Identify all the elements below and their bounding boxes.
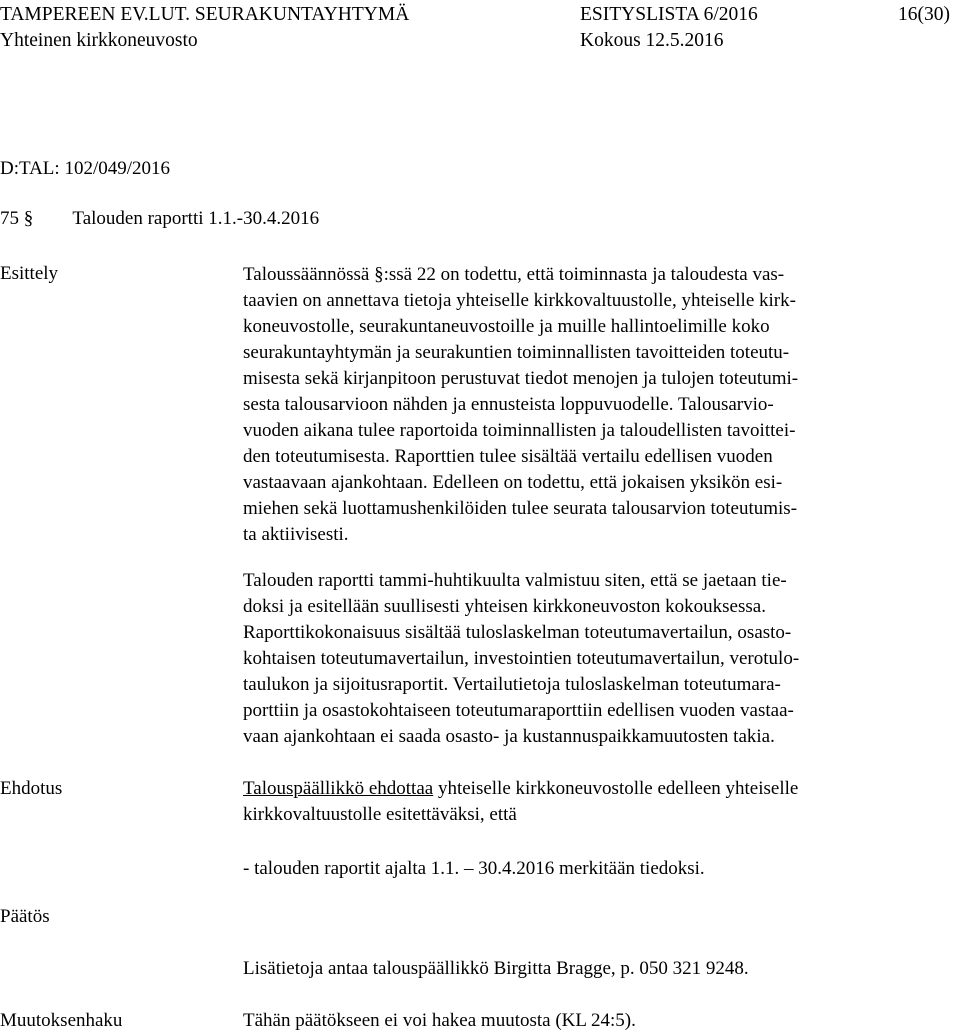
- proposer: Talouspäällikkö ehdottaa: [243, 778, 434, 799]
- esittely-p1-line: seurakuntayhtymän ja seurakuntien toiminnallisten tavoitteiden toteutu-: [243, 342, 790, 363]
- item-heading: [0, 208, 319, 230]
- muutoksenhaku-label: Muutoksenhaku: [0, 1010, 123, 1031]
- esittely-p2-line: vaan ajankohtaan ei saada osasto- ja kustannuspaikkamuutosten takia.: [243, 726, 775, 747]
- esittely-p1-line: Taloussäännössä §:ssä 22 on todettu, että toiminnasta ja taloudesta vas-: [243, 264, 785, 285]
- ehdotus-item: - talouden raportit ajalta 1.1. – 30.4.2016 merkitään tiedoksi.: [243, 858, 705, 879]
- item-number: 75: [0, 208, 19, 229]
- esittely-p1-line: taavien on annettava tietoja yhteiselle kirkkovaltuustolle, yhteiselle kirk-: [243, 290, 796, 311]
- paatos-label: Päätös: [0, 906, 50, 927]
- ehdotus-line-1: [243, 778, 798, 800]
- esittely-paragraph-1: [243, 262, 901, 548]
- esittely-p2-line: Talouden raportti tammi-huhtikuulta valmistuu siten, että se jaetaan tie-: [243, 570, 787, 591]
- contact-info: Lisätietoja antaa talouspäällikkö Birgitta Bragge, p. 050 321 9248.: [243, 958, 749, 979]
- esittely-p1-line: ta aktiivisesti.: [243, 524, 349, 545]
- esittely-p1-line: koneuvostolle, seurakuntaneuvostoille ja muille hallintoelimille koko: [243, 316, 770, 337]
- esittely-label: Esittely: [0, 263, 59, 284]
- page-number: 16(30): [898, 4, 950, 25]
- document-reference: D:TAL: 102/049/2016: [0, 158, 170, 179]
- item-title: Talouden raportti 1.1.-30.4.2016: [72, 208, 320, 229]
- esittely-p1-line: miehen sekä luottamushenkilöiden tulee seurata talousarvion toteutumis-: [243, 498, 798, 519]
- ehdotus-line-1-rest: yhteiselle kirkkoneuvostolle edelleen yhteiselle: [433, 778, 799, 799]
- ehdotus-label: Ehdotus: [0, 778, 63, 799]
- section-symbol: §: [23, 208, 34, 229]
- esittely-p2-line: doksi ja esitellään suullisesti yhteisen kirkkoneuvoston kokouksessa.: [243, 596, 766, 617]
- esittely-p2-line: Raporttikokonaisuus sisältää tuloslaskelman toteutumavertailun, osasto-: [243, 622, 792, 643]
- esittely-p1-line: vuoden aikana tulee raportoida toiminnallisten ja taloudellisten tavoittei-: [243, 420, 796, 441]
- esittely-p1-line: misesta sekä kirjanpitoon perustuvat tiedot menojen ja tulojen toteutumi-: [243, 368, 799, 389]
- agenda-number: ESITYSLISTA 6/2016: [580, 4, 758, 25]
- muutoksenhaku-text: Tähän päätökseen ei voi hakea muutosta (KL 24:5).: [243, 1010, 636, 1031]
- governing-body: Yhteinen kirkkoneuvosto: [0, 30, 198, 51]
- ehdotus-line-2: kirkkovaltuustolle esitettäväksi, että: [243, 804, 517, 825]
- esittely-p1-line: den toteutumisesta. Raporttien tulee sisältää vertailu edellisen vuoden: [243, 446, 773, 467]
- organization-name: TAMPEREEN EV.LUT. SEURAKUNTAYHTYMÄ: [0, 4, 410, 25]
- esittely-p2-line: kohtaisen toteutumavertailun, investointien toteutumavertailun, verotulo-: [243, 648, 800, 669]
- esittely-p2-line: taulukon ja sijoitusraportit. Vertailutietoja tuloslaskelman toteutumara-: [243, 674, 781, 695]
- esittely-paragraph-2: [243, 568, 901, 750]
- esittely-p2-line: porttiin ja osastokohtaiseen toteutumaraporttiin edellisen vuoden vastaa-: [243, 700, 794, 721]
- meeting-date: Kokous 12.5.2016: [580, 30, 724, 51]
- esittely-p1-line: vastaavaan ajankohtaan. Edelleen on todettu, että jokaisen yksikön esi-: [243, 472, 783, 493]
- esittely-p1-line: sesta talousarvioon nähden ja ennusteista loppuvuodelle. Talousarvio-: [243, 394, 774, 415]
